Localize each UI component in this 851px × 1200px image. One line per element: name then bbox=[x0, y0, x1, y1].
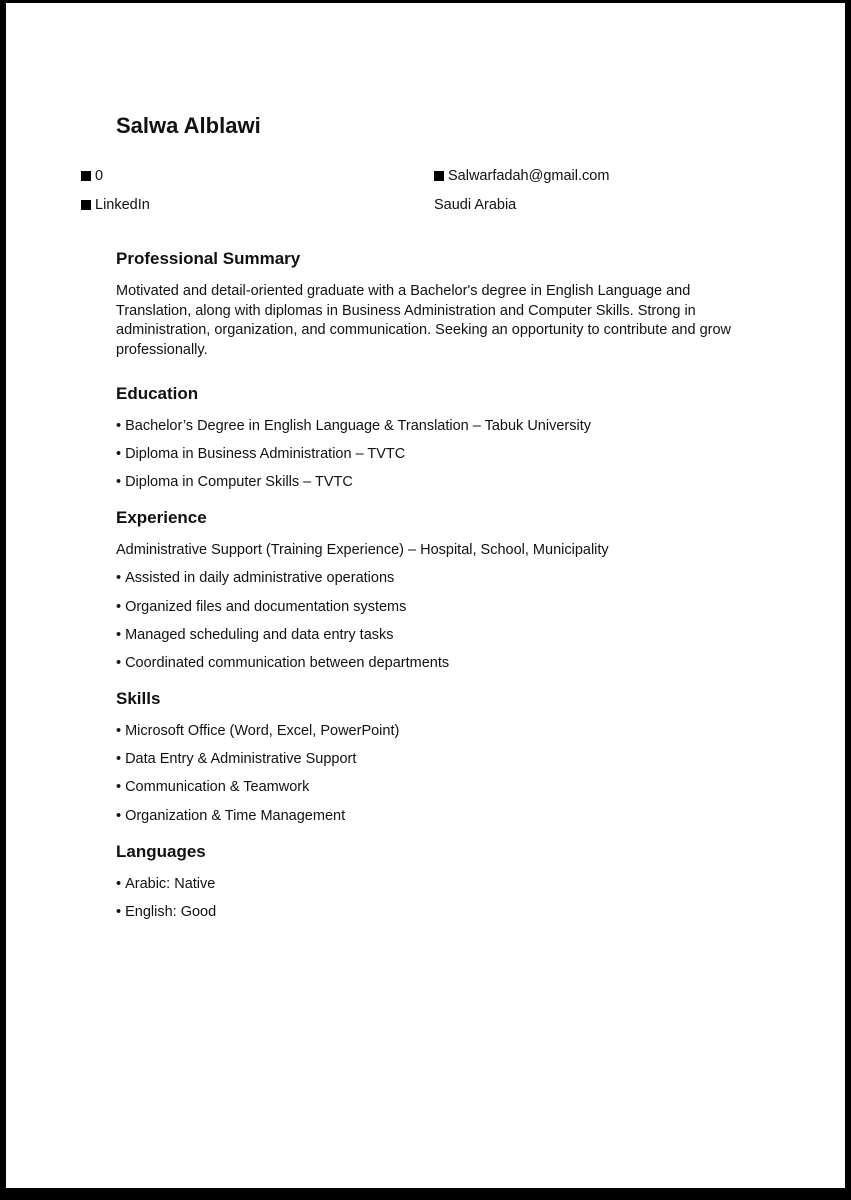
list-item bbox=[116, 445, 736, 463]
list-item-text: Communication & Teamwork bbox=[125, 779, 310, 796]
contact-location bbox=[434, 197, 516, 213]
list-item-text: Organization & Time Management bbox=[125, 807, 346, 824]
list-item-text: Managed scheduling and data entry tasks bbox=[125, 626, 394, 643]
location-text: Saudi Arabia bbox=[434, 197, 517, 213]
list-item-text: Coordinated communication between departments bbox=[125, 654, 450, 671]
list-item bbox=[116, 750, 736, 768]
square-bullet-icon bbox=[81, 171, 91, 181]
bullet-icon: • bbox=[116, 474, 122, 491]
list-item-text: Assisted in daily administrative operations bbox=[125, 570, 395, 587]
bullet-icon: • bbox=[116, 654, 122, 671]
square-bullet-icon bbox=[81, 200, 91, 210]
contact-linkedin bbox=[81, 197, 150, 213]
bullet-icon: • bbox=[116, 570, 122, 587]
bullet-icon: • bbox=[116, 807, 122, 824]
bullet-icon: • bbox=[116, 446, 122, 462]
email-text[interactable]: Salwarfadah@gmail.com bbox=[448, 168, 610, 184]
square-bullet-icon bbox=[434, 171, 444, 181]
skills-list bbox=[116, 722, 736, 825]
education-heading: Education bbox=[116, 383, 199, 403]
list-item-text: English: Good bbox=[125, 903, 217, 920]
list-item-text: Diploma in Business Administration – TVTC bbox=[125, 446, 406, 462]
education-list bbox=[116, 417, 736, 491]
bullet-icon: • bbox=[116, 722, 122, 739]
contact-phone bbox=[81, 168, 102, 184]
bullet-icon: • bbox=[116, 417, 122, 434]
languages-heading: Languages bbox=[116, 841, 206, 861]
phone-text: 0 bbox=[95, 168, 104, 184]
contact-email bbox=[434, 168, 609, 184]
bullet-icon: • bbox=[116, 626, 122, 643]
summary-heading: Professional Summary bbox=[116, 249, 301, 268]
list-item bbox=[116, 722, 736, 740]
list-item bbox=[116, 598, 736, 616]
list-item bbox=[116, 903, 736, 921]
linkedin-link[interactable]: LinkedIn bbox=[95, 197, 150, 213]
experience-heading: Experience bbox=[116, 508, 207, 528]
resume-page bbox=[6, 3, 845, 1188]
bullet-icon: • bbox=[116, 903, 122, 920]
skills-heading: Skills bbox=[116, 688, 161, 708]
summary-text: Motivated and detail-oriented graduate with a Bachelor's degree in English Language and Translation, along with diplomas in Business Administration and Computer Skills. Strong in administration, organization, and communication. Seeking an opportunity to contribute and grow professionally. bbox=[116, 283, 732, 359]
list-item-text: Diploma in Computer Skills – TVTC bbox=[125, 474, 353, 491]
list-item bbox=[116, 875, 736, 893]
experience-list bbox=[116, 569, 736, 672]
list-item-text: Organized files and documentation systems bbox=[125, 598, 407, 615]
list-item-text: Data Entry & Administrative Support bbox=[125, 751, 357, 768]
list-item bbox=[116, 417, 736, 435]
experience-intro: Administrative Support (Training Experience) – Hospital, School, Municipality bbox=[116, 542, 609, 559]
list-item-text: Bachelor’s Degree in English Language & Translation – Tabuk University bbox=[125, 417, 591, 434]
list-item bbox=[116, 778, 736, 796]
resume-content bbox=[116, 247, 736, 936]
candidate-name: Salwa Alblawi bbox=[116, 113, 261, 138]
bullet-icon: • bbox=[116, 751, 122, 768]
bullet-icon: • bbox=[116, 598, 122, 615]
list-item-text: Microsoft Office (Word, Excel, PowerPoint) bbox=[125, 722, 400, 739]
list-item bbox=[116, 654, 736, 672]
bullet-icon: • bbox=[116, 779, 122, 796]
list-item bbox=[116, 569, 736, 587]
list-item bbox=[116, 473, 736, 491]
list-item bbox=[116, 807, 736, 825]
languages-list bbox=[116, 875, 736, 921]
list-item bbox=[116, 626, 736, 644]
list-item-text: Arabic: Native bbox=[125, 875, 216, 892]
bullet-icon: • bbox=[116, 875, 122, 892]
